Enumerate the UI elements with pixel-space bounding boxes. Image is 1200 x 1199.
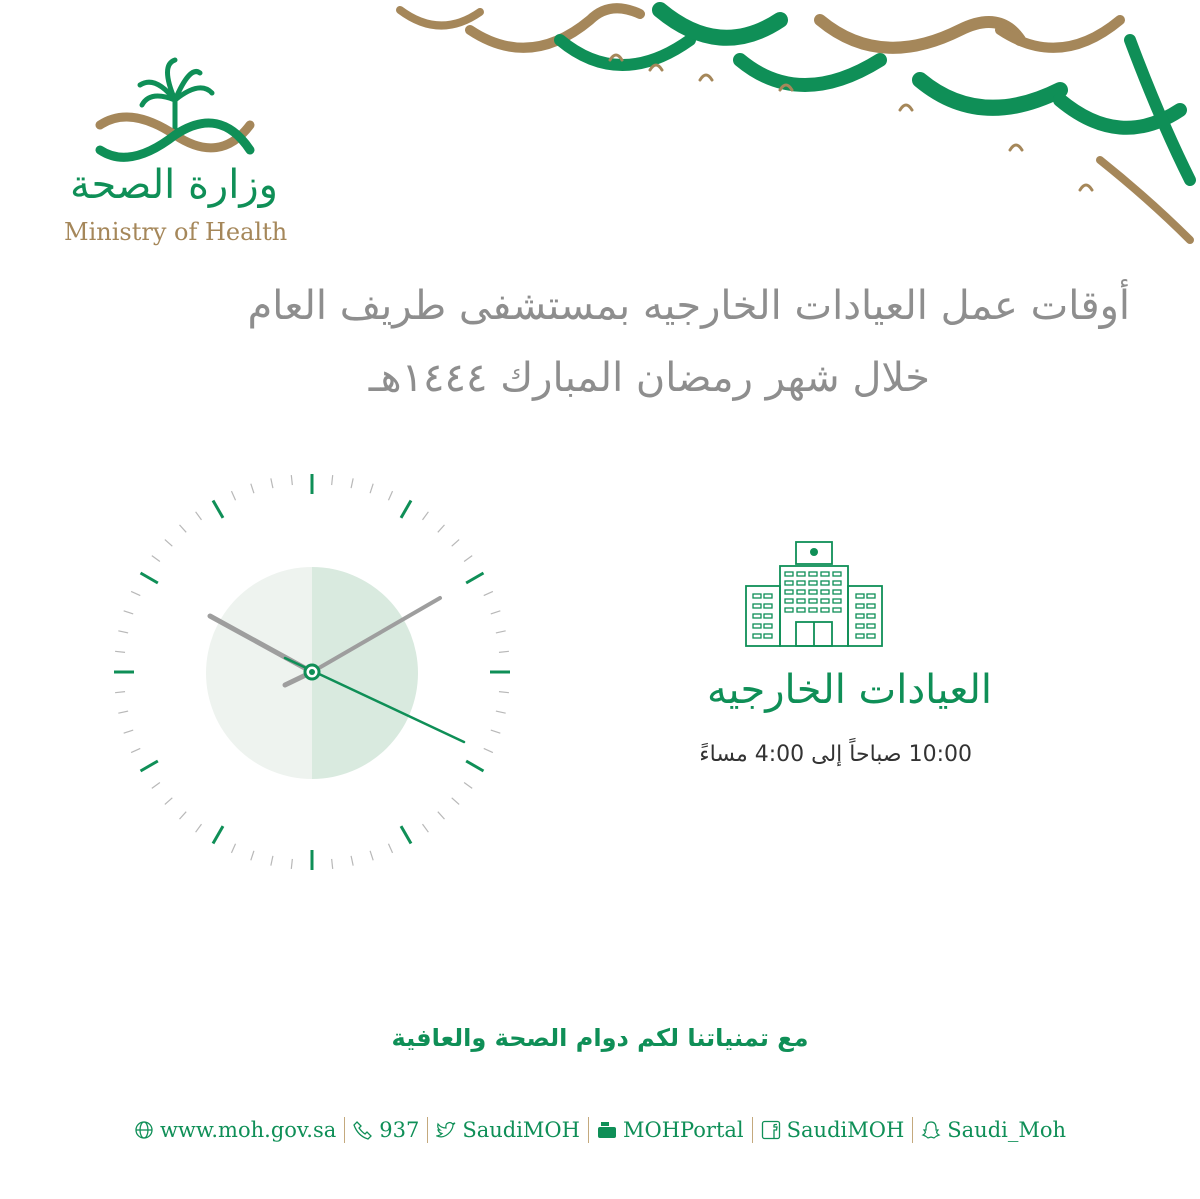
building-window bbox=[867, 594, 875, 598]
clock-minor-tick bbox=[251, 484, 254, 494]
footer-snapchat[interactable] bbox=[913, 1118, 1074, 1142]
clock-minor-tick bbox=[152, 783, 160, 789]
youtube-icon bbox=[597, 1120, 617, 1140]
page-title bbox=[60, 270, 1130, 414]
clock-minor-tick bbox=[231, 844, 235, 853]
building-window bbox=[809, 590, 817, 594]
footer-website-text: www.moh.gov.sa bbox=[159, 1118, 337, 1142]
footer-phone-text: 937 bbox=[379, 1118, 420, 1142]
clock-major-tick bbox=[141, 573, 158, 583]
building-window bbox=[856, 604, 864, 608]
clock-major-tick bbox=[401, 826, 411, 843]
clock-minor-tick bbox=[370, 484, 373, 494]
clock-minor-tick bbox=[423, 824, 429, 832]
building-window bbox=[753, 614, 761, 618]
clock-minor-tick bbox=[438, 525, 445, 532]
building-window bbox=[867, 624, 875, 628]
building-window bbox=[797, 608, 805, 612]
building-window bbox=[809, 599, 817, 603]
building-window bbox=[764, 634, 772, 638]
wishes-text: مع تمنياتنا لكم دوام الصحة والعافية bbox=[391, 1024, 809, 1052]
clock-major-tick bbox=[466, 573, 483, 583]
footer-phone[interactable] bbox=[345, 1118, 427, 1142]
building-window bbox=[809, 572, 817, 576]
building-window bbox=[809, 608, 817, 612]
building-window bbox=[856, 594, 864, 598]
building-window bbox=[833, 581, 841, 585]
clock-minor-tick bbox=[464, 556, 472, 562]
clock-minor-tick bbox=[370, 851, 373, 861]
building-window bbox=[797, 572, 805, 576]
clock-minor-tick bbox=[496, 631, 506, 633]
title-line-1: أوقات عمل العيادات الخارجيه بمستشفى طريف العام bbox=[247, 283, 1130, 329]
clock-minor-tick bbox=[351, 478, 353, 488]
building-window bbox=[764, 604, 772, 608]
footer-youtube-text: MOHPortal bbox=[622, 1118, 744, 1142]
clock-minor-tick bbox=[271, 856, 273, 866]
clock-face-left bbox=[206, 567, 312, 779]
clock-minor-tick bbox=[438, 812, 445, 819]
clock-minor-tick bbox=[351, 856, 353, 866]
clock-major-tick bbox=[213, 501, 223, 518]
clock-major-tick bbox=[141, 761, 158, 771]
clinic-hours: 10:00 صباحاً إلى 4:00 مساءً bbox=[699, 742, 972, 767]
building-window bbox=[821, 572, 829, 576]
building-window bbox=[821, 581, 829, 585]
clock-minor-tick bbox=[452, 798, 459, 805]
building-window bbox=[809, 581, 817, 585]
clock-minor-tick bbox=[115, 692, 125, 693]
clock-minor-tick bbox=[499, 651, 509, 652]
footer-website[interactable] bbox=[126, 1118, 344, 1142]
clock-minor-tick bbox=[464, 783, 472, 789]
clock-major-tick bbox=[466, 761, 483, 771]
clock-major-tick bbox=[401, 501, 411, 518]
clock-minor-tick bbox=[165, 540, 172, 547]
building-window bbox=[867, 614, 875, 618]
building-window bbox=[856, 634, 864, 638]
clock-minor-tick bbox=[271, 478, 273, 488]
clock-minor-tick bbox=[118, 631, 128, 633]
clock-minor-tick bbox=[484, 591, 493, 595]
building-window bbox=[833, 608, 841, 612]
building-window bbox=[833, 599, 841, 603]
clock-minor-tick bbox=[180, 812, 187, 819]
building-window bbox=[797, 590, 805, 594]
clock-face-right bbox=[312, 567, 418, 779]
twitter-icon bbox=[436, 1120, 456, 1140]
facebook-icon bbox=[761, 1120, 781, 1140]
footer-contacts bbox=[0, 1117, 1200, 1143]
clock-minor-tick bbox=[491, 730, 501, 733]
footer-facebook-text: SaudiMOH bbox=[786, 1118, 905, 1142]
clock-minor-tick bbox=[196, 824, 202, 832]
clock-minor-tick bbox=[332, 859, 333, 869]
clock-minor-tick bbox=[291, 859, 292, 869]
clock-minor-tick bbox=[196, 512, 202, 520]
building-window bbox=[856, 614, 864, 618]
clock-minor-tick bbox=[452, 540, 459, 547]
clock-minor-tick bbox=[496, 711, 506, 713]
title-line-2: خلال شهر رمضان المبارك ١٤٤٤هـ bbox=[368, 355, 930, 401]
building-window bbox=[764, 624, 772, 628]
clock-minor-tick bbox=[118, 711, 128, 713]
clock-minor-tick bbox=[388, 491, 392, 500]
clock-minor-tick bbox=[180, 525, 187, 532]
logo-english-name: Ministry of Health bbox=[64, 218, 288, 246]
building-window bbox=[821, 590, 829, 594]
clock-major-tick bbox=[213, 826, 223, 843]
logo-arabic-name: وزارة الصحة bbox=[70, 162, 278, 208]
footer-twitter-text: SaudiMOH bbox=[462, 1118, 580, 1142]
clock-minor-tick bbox=[131, 591, 140, 595]
footer-twitter[interactable] bbox=[428, 1118, 588, 1142]
phone-icon bbox=[353, 1120, 373, 1140]
building-window bbox=[833, 572, 841, 576]
building-window bbox=[785, 608, 793, 612]
clock-minor-tick bbox=[423, 512, 429, 520]
clock-minor-tick bbox=[484, 748, 493, 752]
building-window bbox=[797, 599, 805, 603]
footer-snapchat-text: Saudi_Moh bbox=[947, 1118, 1067, 1142]
clinic-title: العيادات الخارجيه bbox=[706, 667, 992, 713]
clock-minor-tick bbox=[499, 692, 509, 693]
clock-minor-tick bbox=[124, 611, 134, 614]
clock-minor-tick bbox=[131, 748, 140, 752]
clock-minor-tick bbox=[231, 491, 235, 500]
building-window bbox=[753, 624, 761, 628]
clock-minor-tick bbox=[251, 851, 254, 861]
building-window bbox=[833, 590, 841, 594]
building-window bbox=[764, 594, 772, 598]
building-window bbox=[785, 581, 793, 585]
clock-minor-tick bbox=[124, 730, 134, 733]
clock-minor-tick bbox=[388, 844, 392, 853]
snapchat-icon bbox=[921, 1120, 941, 1140]
building-window bbox=[797, 581, 805, 585]
clock-minor-tick bbox=[165, 798, 172, 805]
building-window bbox=[753, 604, 761, 608]
clock-minor-tick bbox=[115, 651, 125, 652]
clock-minor-tick bbox=[332, 475, 333, 485]
building-window bbox=[764, 614, 772, 618]
clock-minor-tick bbox=[152, 556, 160, 562]
globe-icon bbox=[134, 1120, 154, 1140]
clock-minor-tick bbox=[291, 475, 292, 485]
clock-minor-tick bbox=[491, 611, 501, 614]
footer-youtube[interactable] bbox=[589, 1118, 752, 1142]
building-window bbox=[785, 599, 793, 603]
building-window bbox=[867, 634, 875, 638]
building-window bbox=[821, 599, 829, 603]
calligraphy-decoration bbox=[360, 0, 1200, 250]
building-window bbox=[753, 594, 761, 598]
building-window bbox=[785, 572, 793, 576]
building-window bbox=[753, 634, 761, 638]
clock-icon bbox=[100, 460, 525, 885]
footer-facebook[interactable] bbox=[753, 1118, 913, 1142]
hospital-building-icon bbox=[738, 540, 890, 648]
building-window bbox=[856, 624, 864, 628]
building-window bbox=[785, 590, 793, 594]
building-window bbox=[867, 604, 875, 608]
building-window bbox=[821, 608, 829, 612]
